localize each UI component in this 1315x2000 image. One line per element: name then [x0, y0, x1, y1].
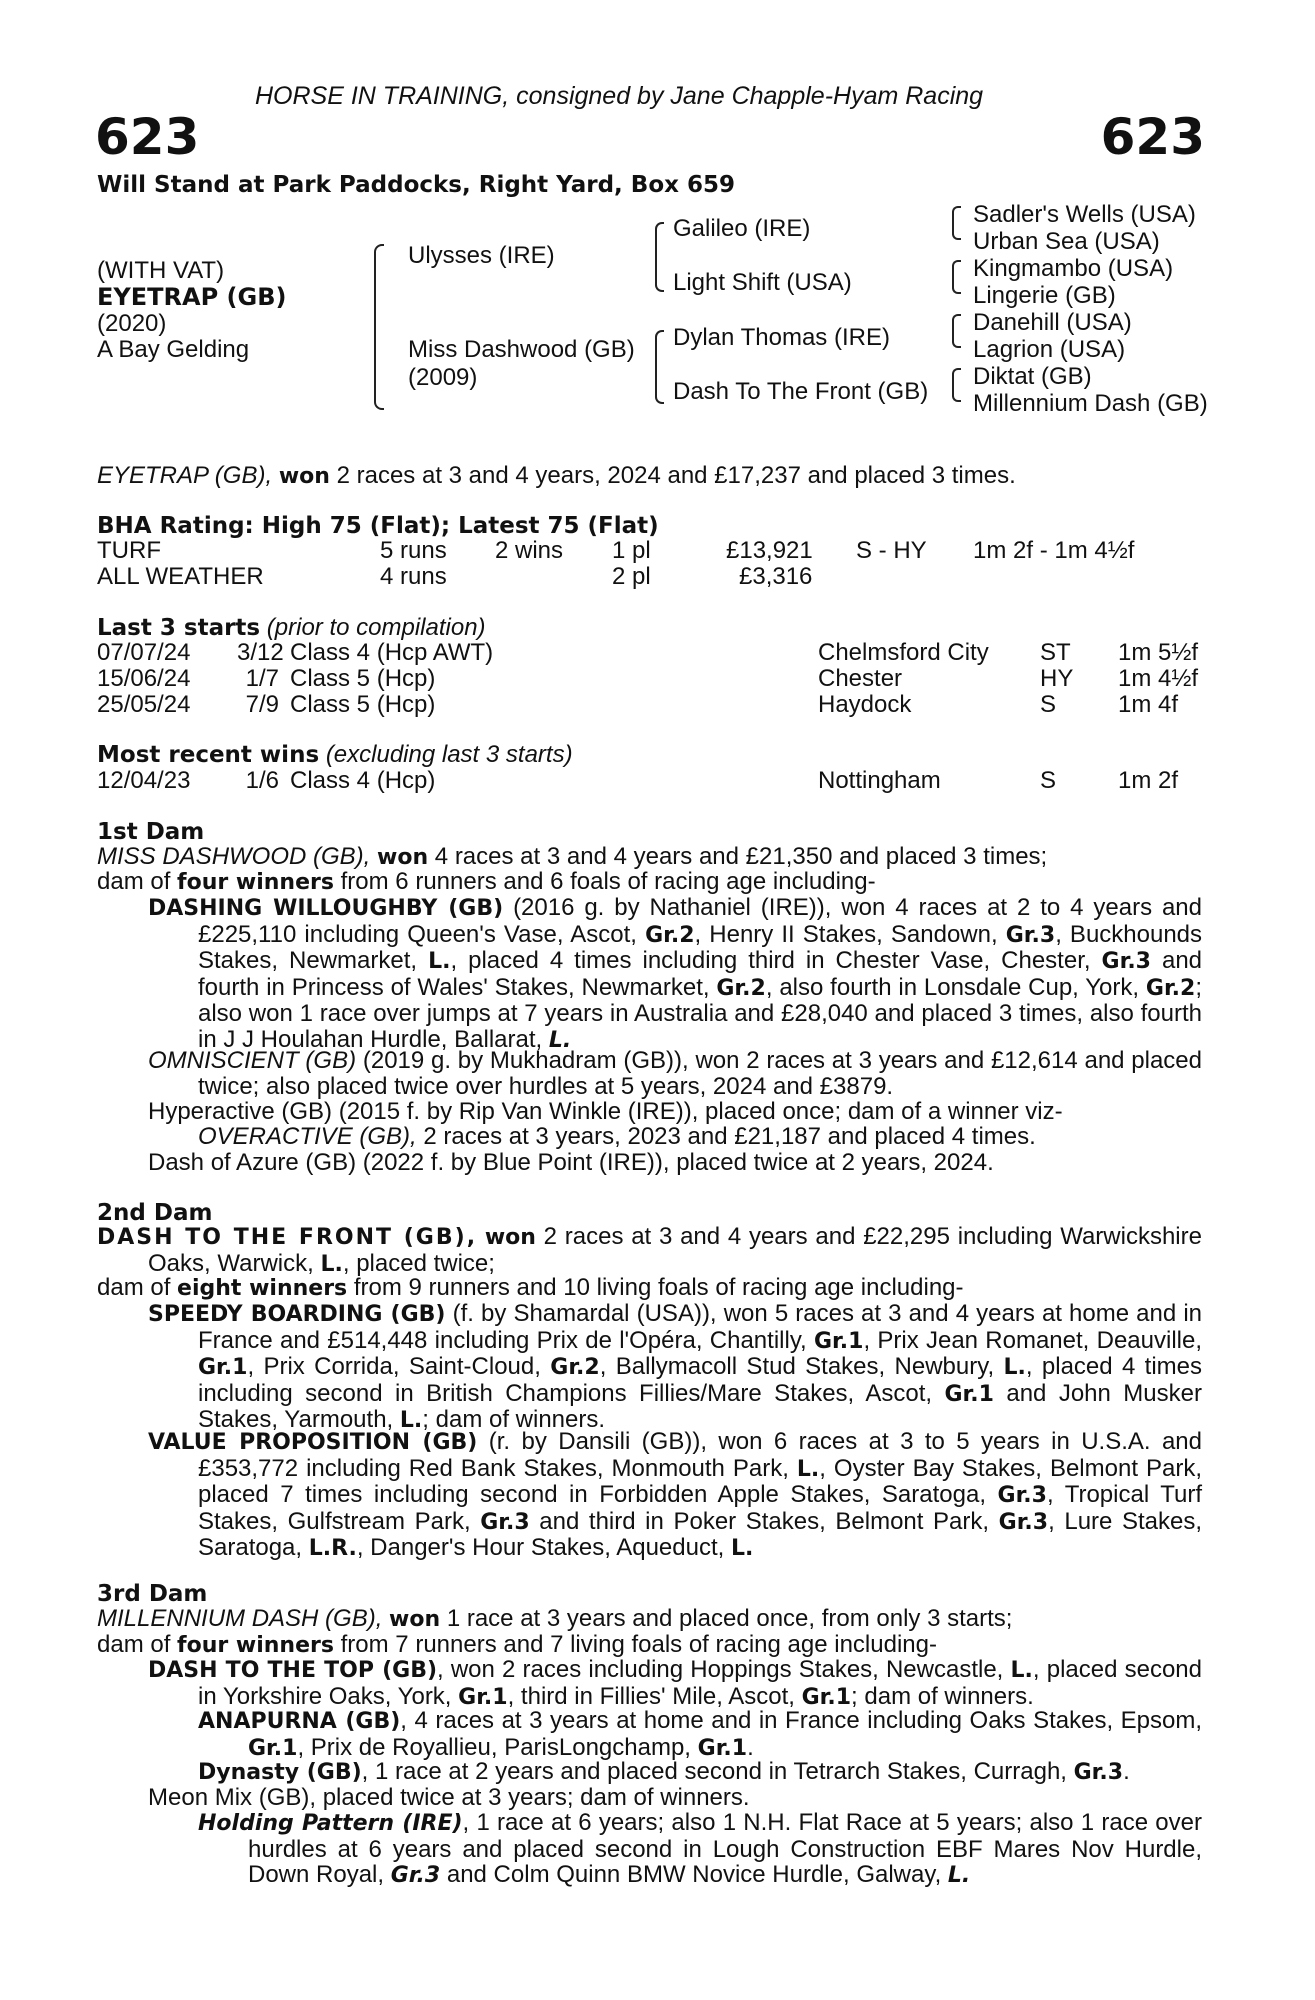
pedigree-gen3-7: Diktat (GB)	[973, 363, 1092, 390]
lot-number-left: 623	[95, 108, 200, 166]
dam3-record: MILLENNIUM DASH (GB), won 1 race at 3 years and placed once, from only 3 starts;	[97, 1605, 1013, 1632]
start-course: Chelmsford City	[818, 639, 989, 666]
pedigree-gen3-8: Millennium Dash (GB)	[973, 390, 1208, 417]
win-class: Class 4 (Hcp)	[290, 767, 436, 794]
dam1-entry-dash-of-azure: Dash of Azure (GB) (2022 f. by Blue Point (IRE)), placed twice at 2 years, 2024.	[148, 1149, 994, 1176]
consignor-line: HORSE IN TRAINING, consigned by Jane Chapple-Hyam Racing	[255, 82, 984, 110]
rating-runs: 4 runs	[380, 563, 447, 590]
start-class: Class 5 (Hcp)	[290, 665, 436, 692]
start-course: Haydock	[818, 691, 912, 718]
start-going: ST	[1040, 639, 1071, 666]
recent-wins-title: Most recent wins (excluding last 3 starts)	[97, 741, 573, 768]
rating-going: S - HY	[856, 537, 927, 564]
lot-number-right: 623	[1100, 108, 1205, 166]
bha-rating-title: BHA Rating: High 75 (Flat); Latest 75 (Flat)	[97, 513, 659, 539]
pedigree-dam-dam: Dash To The Front (GB)	[673, 378, 929, 405]
win-going: S	[1040, 767, 1057, 794]
rating-placed: 1 pl	[612, 537, 651, 564]
rating-runs: 5 runs	[380, 537, 447, 564]
dam3-entry-meon-mix: Meon Mix (GB), placed twice at 3 years; dam of winners.	[148, 1784, 750, 1811]
start-date: 15/06/24	[97, 665, 191, 692]
rating-earnings: £3,316	[739, 563, 813, 590]
pedigree-sire-dam: Light Shift (USA)	[673, 269, 852, 296]
rating-earnings: £13,921	[726, 537, 813, 564]
start-date: 25/05/24	[97, 691, 191, 718]
rating-wins: 2 wins	[495, 537, 564, 564]
rating-surface: ALL WEATHER	[97, 563, 264, 590]
start-class: Class 5 (Hcp)	[290, 691, 436, 718]
start-course: Chester	[818, 665, 903, 692]
pedigree-dam-year: (2009)	[408, 364, 478, 391]
dam2-title: 2nd Dam	[97, 1200, 213, 1226]
dam2-record: DASH TO THE FRONT (GB), won 2 races at 3 and 4 years and £22,295 including Warwickshire Oaks, Warwick, L., placed twice;	[97, 1223, 1202, 1277]
dam1-entry-dashing-willoughby: DASHING WILLOUGHBY (GB) (2016 g. by Nathaniel (IRE)), won 4 races at 2 to 4 years and £225,110 including Queen's Vase, Ascot, Gr.2, Henry II Stakes, Sandown, Gr.3, Buckhounds Stakes, Newmarket, L., placed 4 times including third in Chester Vase, Chester, Gr.3 and fourth in Princess of Wales' Stakes, Newmarket, Gr.2, also fourth in Lonsdale Cup, York, Gr.2; also won 1 race over jumps at 7 years in Australia and £28,040 and placed 3 times, also fourth in J J Houlahan Hurdle, Ballarat, L.	[148, 894, 1203, 1053]
start-position: 3/12	[237, 639, 284, 666]
pedigree-gen3-5: Danehill (USA)	[973, 309, 1132, 336]
dam3-entry-dash-to-the-top: DASH TO THE TOP (GB), won 2 races including Hoppings Stakes, Newcastle, L., placed second in Yorkshire Oaks, York, Gr.1, third in Fillies' Mile, Ascot, Gr.1; dam of winners.	[148, 1656, 1202, 1710]
pedigree-sire: Ulysses (IRE)	[408, 242, 555, 269]
dam3-produce-summary: dam of four winners from 7 runners and 7 living foals of racing age including-	[97, 1631, 937, 1658]
dam3-title: 3rd Dam	[97, 1581, 208, 1607]
start-position: 1/7	[245, 665, 279, 692]
start-distance: 1m 5½f	[1118, 639, 1199, 666]
start-distance: 1m 4f	[1118, 691, 1179, 718]
pedigree-dam: Miss Dashwood (GB)	[408, 336, 635, 363]
pedigree-dam-sire: Dylan Thomas (IRE)	[673, 324, 890, 351]
dam1-entry-hyperactive: Hyperactive (GB) (2015 f. by Rip Van Winkle (IRE)), placed once; dam of a winner viz-	[148, 1098, 1063, 1125]
rating-distance: 1m 2f - 1m 4½f	[973, 537, 1135, 564]
dam1-record: MISS DASHWOOD (GB), won 4 races at 3 and 4 years and £21,350 and placed 3 times;	[97, 843, 1048, 870]
start-date: 07/07/24	[97, 639, 191, 666]
win-course: Nottingham	[818, 767, 941, 794]
win-distance: 1m 2f	[1118, 767, 1179, 794]
start-distance: 1m 4½f	[1118, 665, 1199, 692]
dam2-produce-summary: dam of eight winners from 9 runners and 10 living foals of racing age including-	[97, 1274, 964, 1301]
pedigree-sire-sire: Galileo (IRE)	[673, 215, 811, 242]
pedigree-gen3-6: Lagrion (USA)	[973, 336, 1126, 363]
start-going: HY	[1040, 665, 1074, 692]
dam2-entry-speedy-boarding: SPEEDY BOARDING (GB) (f. by Shamardal (USA)), won 5 races at 3 and 4 years at home and in France and £514,448 including Prix de l'Opéra, Chantilly, Gr.1, Prix Jean Romanet, Deauville, Gr.1, Prix Corrida, Saint-Cloud, Gr.2, Ballymacoll Stud Stakes, Newbury, L., placed 4 times including second in British Champions Fillies/Mare Stakes, Ascot, Gr.1 and John Musker Stakes, Yarmouth, L.; dam of winners.	[148, 1300, 1203, 1434]
rating-surface: TURF	[97, 537, 161, 564]
rating-placed: 2 pl	[612, 563, 651, 590]
start-class: Class 4 (Hcp AWT)	[290, 639, 494, 666]
win-date: 12/04/23	[97, 767, 191, 794]
win-position: 1/6	[245, 767, 279, 794]
dam1-produce-summary: dam of four winners from 6 runners and 6 foals of racing age including-	[97, 868, 876, 895]
vat-note: (WITH VAT)	[97, 257, 225, 284]
pedigree-gen3-4: Lingerie (GB)	[973, 282, 1116, 309]
pedigree-gen3-1: Sadler's Wells (USA)	[973, 201, 1196, 228]
dam1-title: 1st Dam	[97, 819, 205, 845]
last-starts-title: Last 3 starts (prior to compilation)	[97, 614, 486, 641]
horse-year: (2020)	[97, 310, 167, 337]
horse-name: EYETRAP (GB)	[97, 283, 287, 311]
pedigree-gen3-3: Kingmambo (USA)	[973, 255, 1174, 282]
location-line: Will Stand at Park Paddocks, Right Yard, Box 659	[97, 172, 735, 198]
start-going: S	[1040, 691, 1057, 718]
horse-description: A Bay Gelding	[97, 336, 250, 363]
dam1-entry-omniscient: OMNISCIENT (GB) (2019 g. by Mukhadram (GB)), won 2 races at 3 years and £12,614 and placed twice; also placed twice over hurdles at 5 years, 2024 and £3879.	[148, 1047, 1202, 1100]
dam3-entry-holding-pattern: Holding Pattern (IRE), 1 race at 6 years; also 1 N.H. Flat Race at 5 years; also 1 race over hurdles at 6 years and placed second in Lough Construction EBF Mares Nov Hurdle, Down Royal, Gr.3 and Colm Quinn BMW Novice Hurdle, Galway, L.	[198, 1809, 1202, 1889]
race-summary: EYETRAP (GB), won 2 races at 3 and 4 years, 2024 and £17,237 and placed 3 times.	[97, 462, 1016, 489]
pedigree-gen3-2: Urban Sea (USA)	[973, 228, 1160, 255]
dam1-sub-entry-overactive: OVERACTIVE (GB), 2 races at 3 years, 2023 and £21,187 and placed 4 times.	[198, 1123, 1036, 1150]
dam2-entry-value-proposition: VALUE PROPOSITION (GB) (r. by Dansili (GB)), won 6 races at 3 to 5 years in U.S.A. and £353,772 including Red Bank Stakes, Monmouth Park, L., Oyster Bay Stakes, Belmont Park, placed 7 times including second in Forbidden Apple Stakes, Saratoga, Gr.3, Tropical Turf Stakes, Gulfstream Park, Gr.3 and third in Poker Stakes, Belmont Park, Gr.3, Lure Stakes, Saratoga, L.R., Danger's Hour Stakes, Aqueduct, L.	[148, 1428, 1203, 1562]
dam3-entry-anapurna: ANAPURNA (GB), 4 races at 3 years at home and in France including Oaks Stakes, Epsom, Gr.1, Prix de Royallieu, ParisLongchamp, Gr.1.	[198, 1707, 1202, 1761]
dam3-entry-dynasty: Dynasty (GB), 1 race at 2 years and placed second in Tetrarch Stakes, Curragh, Gr.3.	[198, 1758, 1130, 1785]
start-position: 7/9	[245, 691, 279, 718]
